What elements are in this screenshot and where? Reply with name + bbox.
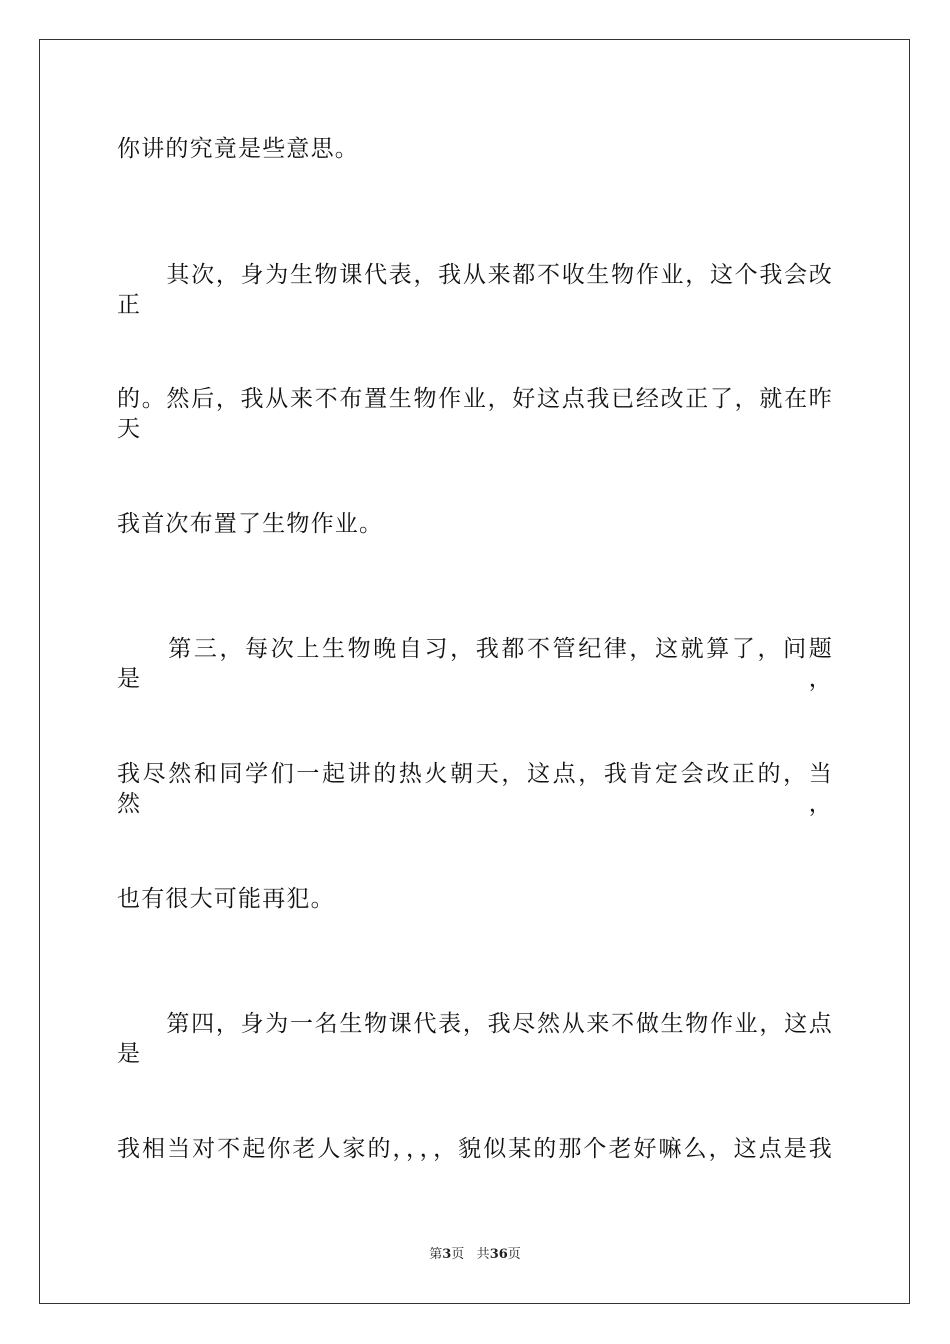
footer-page-suffix: 页: [451, 1247, 465, 1262]
text-line-8: 第四，身为一名生物课代表，我尽然从来不做生物作业，这点是: [117, 1011, 833, 1067]
footer-total-pages: 36: [489, 1247, 508, 1262]
text-line-7: 也有很大可能再犯。: [117, 886, 335, 912]
text-line-9: 我相当对不起你老人家的，，，，貌似某的那个老好嘛么，这点是我: [117, 1136, 833, 1162]
text-line-5: 第三，每次上生物晚自习，我都不管纪律，这就算了，问题是，: [117, 636, 833, 692]
text-line-3: 的。然后，我从来不布置生物作业，好这点我已经改正了，就在昨天: [117, 386, 833, 442]
text-line-4: 我首次布置了生物作业。: [117, 511, 384, 537]
footer-page-number: 3: [442, 1247, 452, 1262]
text-line-6: 我尽然和同学们一起讲的热火朝天，这点，我肯定会改正的，当然，: [117, 761, 833, 817]
footer-total-prefix: 共: [476, 1247, 490, 1262]
footer-page-prefix: 第: [429, 1247, 443, 1262]
page-footer: [0, 1246, 950, 1264]
text-line-2: 其次，身为生物课代表，我从来都不收生物作业，这个我会改正: [117, 262, 833, 318]
footer-total-suffix: 页: [507, 1247, 521, 1262]
text-line-1: 你讲的究竟是些意思。: [117, 136, 359, 162]
